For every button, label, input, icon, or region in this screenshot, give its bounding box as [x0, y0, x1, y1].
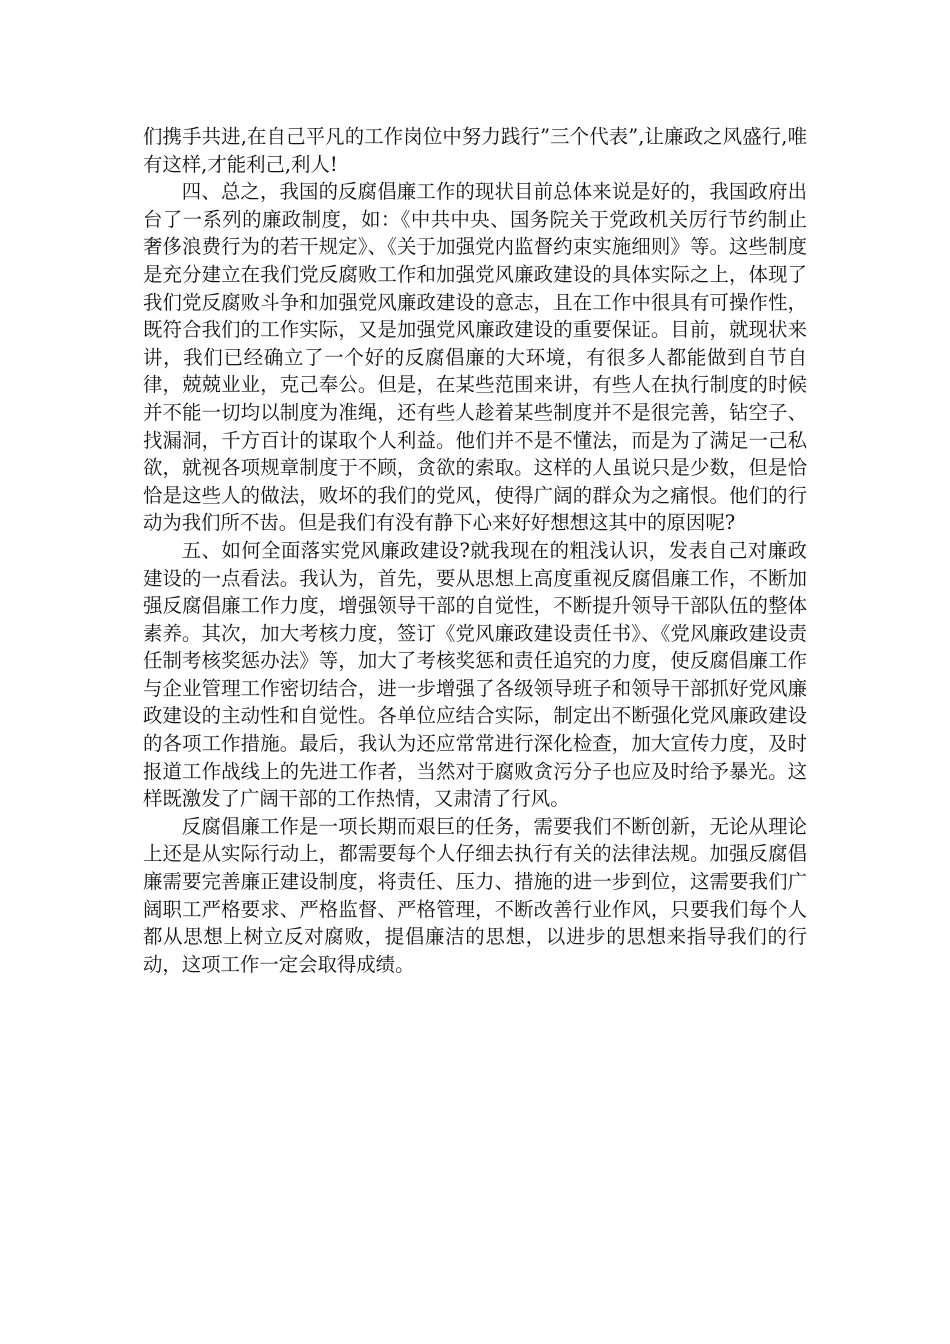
paragraph-section-four: 四、总之，我国的反腐倡廉工作的现状目前总体来说是好的，我国政府出台了一系列的廉政制度，如：《中共中央、国务院关于党政机关厉行节约制止奢侈浪费行为的若干规定》、《关于加强党内监督约束实施细则》等。这些制度是充分建立在我们党反腐败工作和加强党风廉政建设的具体实际之上，体现了我们党反腐败斗争和加强党风廉政建设的意志，且在工作中很具有可操作性，既符合我们的工作实际，又是加强党风廉政建设的重要保证。目前，就现状来讲，我们已经确立了一个好的反腐倡廉的大环境，有很多人都能做到自节自律，兢兢业业，克己奉公。但是，在某些范围来讲，有些人在执行制度的时候并不能一切均以制度为准绳，还有些人趁着某些制度并不是很完善，钻空子、找漏洞，千方百计的谋取个人利益。他们并不是不懂法，而是为了满足一己私欲，就视各项规章制度于不顾，贪欲的索取。这样的人虽说只是少数，但是恰恰是这些人的做法，败坏的我们的党风，使得广阔的群众为之痛恨。他们的行动为我们所不齿。但是我们有没有静下心来好好想想这其中的原因呢?	[143, 180, 807, 535]
paragraph-continuation: 们携手共进,在自己平凡的工作岗位中努力践行”三个代表”,让廉政之风盛行,唯有这样,才能利己,利人!	[143, 125, 807, 176]
paragraph-conclusion: 反腐倡廉工作是一项长期而艰巨的任务，需要我们不断创新，无论从理论上还是从实际行动上，都需要每个人仔细去执行有关的法律法规。加强反腐倡廉需要完善廉正建设制度，将责任、压力、措施的进一步到位，这需要我们广阔职工严格要求、严格监督、严格管理，不断改善行业作风，只要我们每个人都从思想上树立反对腐败，提倡廉洁的思想，以进步的思想来指导我们的行动，这项工作一定会取得成绩。	[143, 814, 807, 976]
document-body	[143, 123, 807, 978]
paragraph-section-five: 五、如何全面落实党风廉政建设?就我现在的粗浅认识，发表自己对廉政建设的一点看法。我认为，首先，要从思想上高度重视反腐倡廉工作，不断加强反腐倡廉工作力度，增强领导干部的自觉性，不断提升领导干部队伍的整体素养。其次，加大考核力度，签订《党风廉政建设责任书》、《党风廉政建设责任制考核奖惩办法》等，加大了考核奖惩和责任追究的力度，使反腐倡廉工作与企业管理工作密切结合，进一步增强了各级领导班子和领导干部抓好党风廉政建设的主动性和自觉性。各单位应结合实际，制定出不断强化党风廉政建设的各项工作措施。最后，我认为还应常常进行深化检查，加大宣传力度，及时报道工作战线上的先进工作者，当然对于腐败贪污分子也应及时给予暴光。这样既激发了广阔干部的工作热情，又肃清了行风。	[143, 538, 807, 811]
